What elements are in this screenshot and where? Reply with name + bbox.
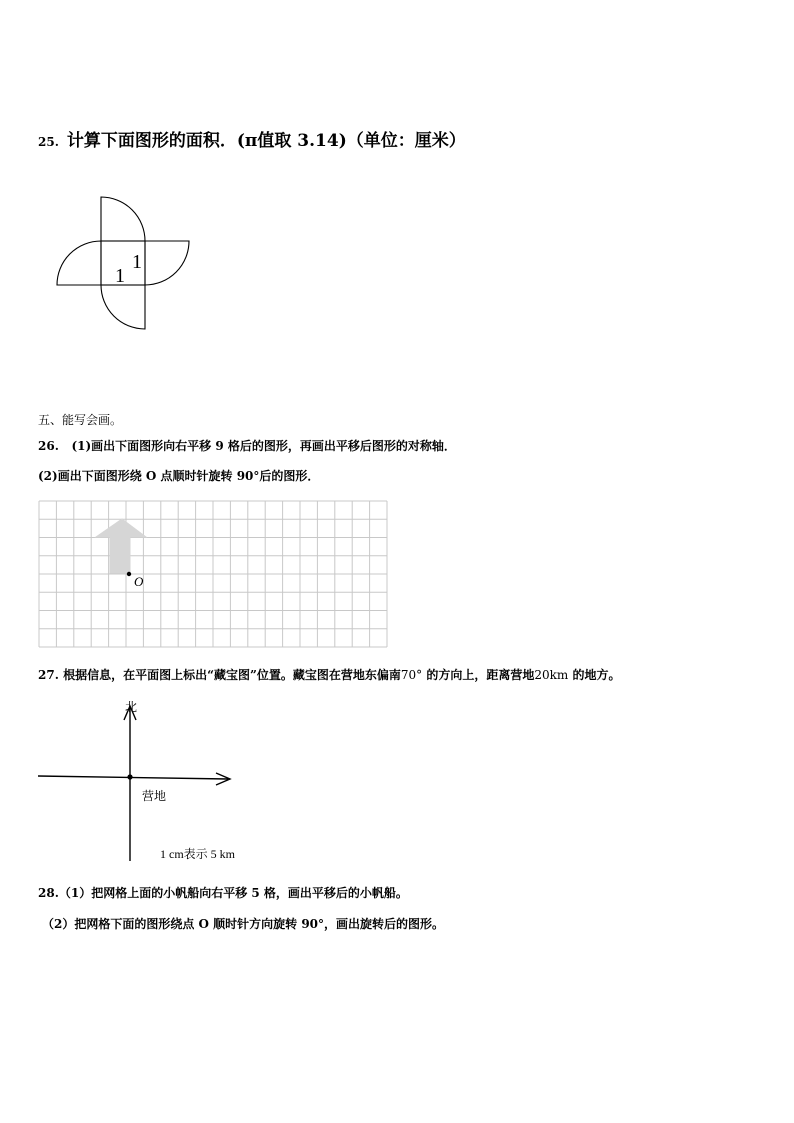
right-quarter-circle: [145, 241, 189, 285]
pinwheel-figure: [50, 190, 200, 340]
question-text-a: 根据信息，在平面图上标出“藏宝图”位置。藏宝图在营地东偏南: [63, 668, 401, 682]
question-25-title: [38, 126, 466, 151]
question-27: [38, 666, 621, 683]
angle-value: 70°: [400, 668, 423, 682]
question-text: 计算下面图形的面积．(π值取 3.14)（单位：厘米）: [66, 131, 466, 151]
section-title: 五、能写会画。: [38, 413, 123, 427]
side-label-2: 1: [132, 251, 142, 273]
question-26-part1: [38, 437, 456, 454]
distance-value: 20km: [534, 668, 569, 682]
question-text-c: 的地方。: [572, 668, 621, 682]
camp-point: [127, 774, 132, 779]
question-number: 27.: [38, 668, 59, 682]
camp-label: 营地: [142, 789, 167, 803]
question-26-part2: (2)画出下面图形绕 O 点顺时针旋转 90°后的图形．: [38, 469, 320, 483]
side-label-1: 1: [115, 265, 125, 287]
north-label: 北: [125, 700, 138, 714]
question-number: 25.: [38, 135, 59, 149]
compass-map: [36, 696, 256, 866]
grid-26: [38, 500, 388, 648]
top-quarter-circle: [101, 197, 145, 241]
point-o-label: O: [134, 574, 144, 589]
question-number: 26.: [38, 439, 59, 453]
question-text: (1)画出下面图形向右平移 9 格后的图形，再画出平移后图形的对称轴．: [71, 439, 456, 453]
left-quarter-circle: [57, 241, 101, 285]
east-axis: [38, 776, 228, 779]
scale-label: 1 cm表示 5 km: [160, 847, 235, 861]
question-28-part1: 28.（1）把网格上面的小帆船向右平移 5 格，画出平移后的小帆船。: [38, 886, 408, 900]
bottom-quarter-circle: [101, 285, 145, 329]
point-o: [127, 572, 131, 576]
question-28-part2: （2）把网格下面的图形绕点 O 顺时针方向旋转 90°，画出旋转后的图形。: [42, 917, 445, 931]
arrow-shape: [96, 519, 146, 573]
question-text-b: 的方向上，距离营地: [426, 668, 535, 682]
